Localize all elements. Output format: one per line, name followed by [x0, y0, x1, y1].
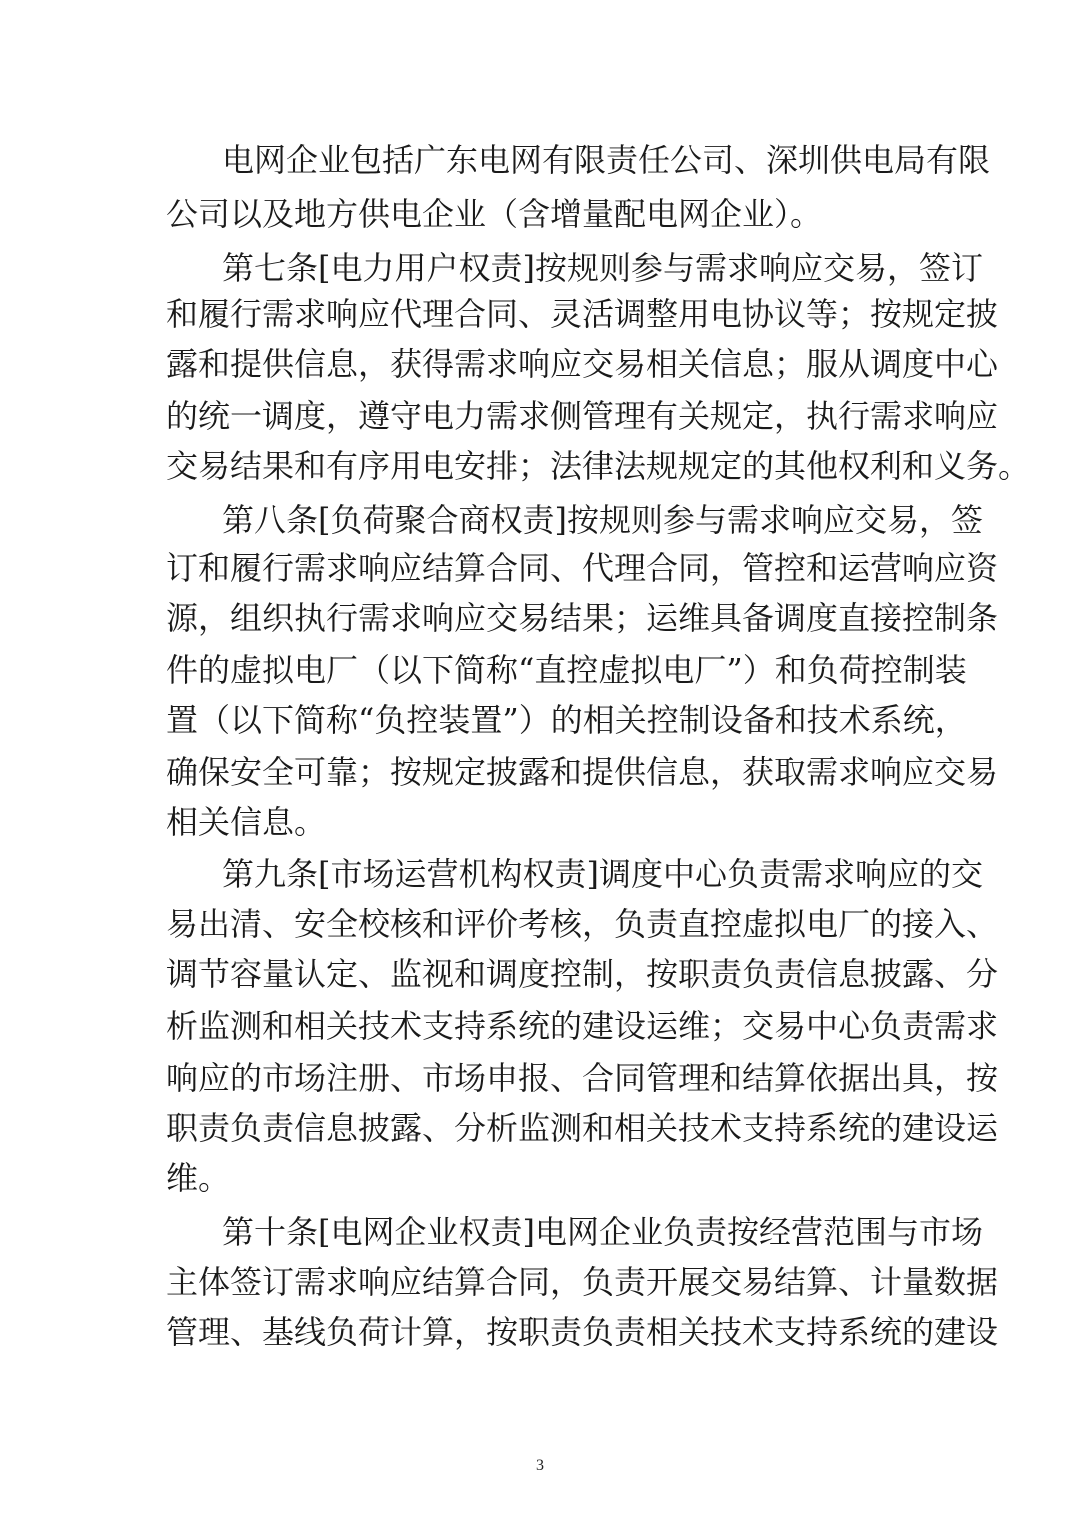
text-line-8: 第八条[负荷聚合商权责]按规则参与需求响应交易，签: [222, 501, 983, 539]
text-line-19: 响应的市场注册、市场申报、合同管理和结算依据出具，按: [166, 1059, 999, 1097]
text-line-5: 露和提供信息，获得需求响应交易相关信息；服从调度中心: [166, 345, 999, 383]
text-line-7: 交易结果和有序用电安排；法律法规规定的其他权利和义务。: [166, 447, 1031, 485]
text-line-1: 电网企业包括广东电网有限责任公司、深圳供电局有限: [222, 141, 991, 179]
text-line-23: 主体签订需求响应结算合同，负责开展交易结算、计量数据: [166, 1263, 999, 1301]
text-line-21: 维。: [166, 1159, 231, 1197]
text-line-10: 源，组织执行需求响应交易结果；运维具备调度直接控制条: [166, 599, 999, 637]
text-line-15: 第九条[市场运营机构权责]调度中心负责需求响应的交: [222, 855, 983, 893]
text-line-6: 的统一调度，遵守电力需求侧管理有关规定，执行需求响应: [166, 397, 999, 435]
page-number: 3: [536, 1457, 544, 1474]
text-line-14: 相关信息。: [166, 803, 327, 841]
text-line-4: 和履行需求响应代理合同、灵活调整用电协议等；按规定披: [166, 295, 999, 333]
text-line-9: 订和履行需求响应结算合同、代理合同，管控和运营响应资: [166, 549, 999, 587]
text-line-11: 件的虚拟电厂（以下简称“直控虚拟电厂”）和负荷控制装: [166, 651, 967, 689]
text-line-18: 析监测和相关技术支持系统的建设运维；交易中心负责需求: [166, 1007, 999, 1045]
text-line-12: 置（以下简称“负控装置”）的相关控制设备和技术系统，: [166, 701, 967, 739]
text-line-16: 易出清、安全校核和评价考核，负责直控虚拟电厂的接入、: [166, 905, 999, 943]
text-line-22: 第十条[电网企业权责]电网企业负责按经营范围与市场: [222, 1213, 983, 1251]
text-line-24: 管理、基线负荷计算，按职责负责相关技术支持系统的建设: [166, 1313, 999, 1351]
text-line-13: 确保安全可靠；按规定披露和提供信息，获取需求响应交易: [166, 753, 999, 791]
text-line-3: 第七条[电力用户权责]按规则参与需求响应交易，签订: [222, 249, 983, 287]
text-line-17: 调节容量认定、监视和调度控制，按职责负责信息披露、分: [166, 955, 999, 993]
text-line-2: 公司以及地方供电企业（含增量配电网企业）。: [166, 195, 823, 233]
text-line-20: 职责负责信息披露、分析监测和相关技术支持系统的建设运: [166, 1109, 999, 1147]
